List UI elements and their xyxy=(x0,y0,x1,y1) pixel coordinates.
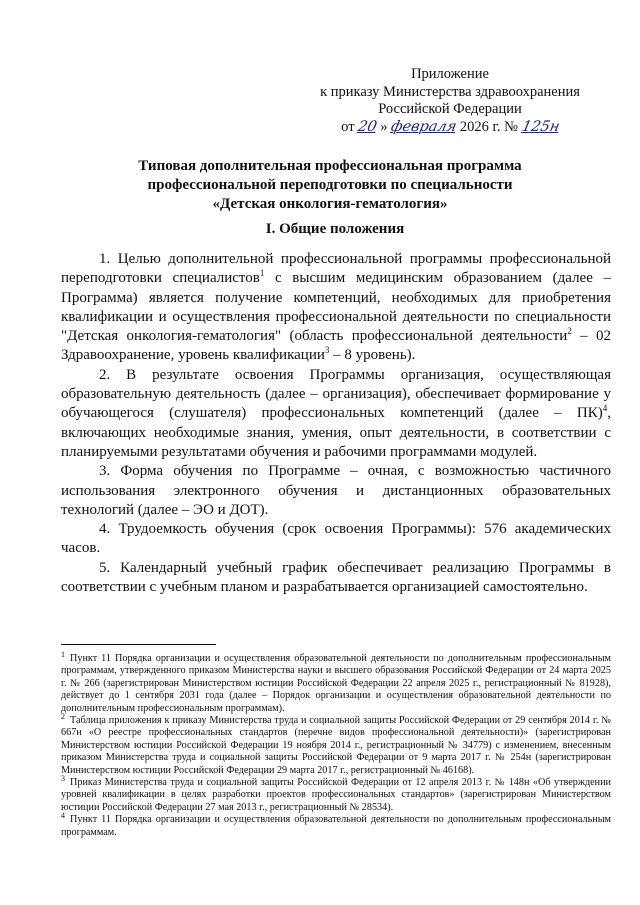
footnote-ref: 3 xyxy=(324,345,330,356)
handwritten-month: февраля xyxy=(389,118,459,135)
order-date-line: от 20 » февраля 2026 г. № 125н xyxy=(341,118,561,135)
footnote-2: $^2$ Таблица приложения к приказу Министерства труда и социальной защиты Российской Федерации от 29 сентября 2014 г. № 667н «О реестре профессиональных стандартов (перечне видов профессиональной деятельности)» (зарегистрирован Министерством юстиции Российской Федерации 19 ноября 2014 г., регистрационный № 34779) с изменением, внесенным приказом Министерства труда и социальной защиты Российской Федерации от 9 марта 2017 г. № 254н (зарегистрирован Министерством юстиции Российской Федерации 29 марта 2017 г., регистрационный № 46168). xyxy=(61,711,611,776)
footnote-ref: 1 xyxy=(259,268,265,279)
footnote-1: $^1$ Пункт 11 Порядка организации и осуществления образовательной деятельности по дополнительным профессиональным программам, утвержденного приказом Министерства науки и высшего образования Российской Федерации от 24 марта 2025 г. № 266 (зарегистрирован Министерством юстиции Российской Федерации 22 апреля 2025 г., регистрационный № 81928), действует до 1 сентября 2031 года (далее – Порядок организации и осуществления образовательной деятельности по дополнительным профессиональным программам). xyxy=(61,649,611,714)
paragraph-3: 3. Форма обучения по Программе – очная, с возможностью частичного использования электронного обучения и дистанционных образовательных технологий (далее – ЭО и ДОТ). xyxy=(61,463,611,518)
document-title xyxy=(80,157,580,214)
footnote-ref: 2 xyxy=(567,326,572,337)
ministry-country: Российской Федерации xyxy=(378,101,522,117)
footnotes xyxy=(61,649,611,839)
paragraph-2: 2. В результате освоения Программы организация, осуществляющая образовательную деятельность (далее – организация), обеспечивает формирование у обучающегося (слушателя) профессиональных компетенций (далее – ПК)$^4$, включающих необходимые знания, умения, опыт деятельности, в соответствии с планируемыми результатами обучения и рабочими программами модулей. xyxy=(61,366,611,460)
footnote-ref: 4 xyxy=(602,403,608,414)
title-line-2: профессиональной переподготовки по специальности xyxy=(147,177,513,193)
paragraph-4: 4. Трудоемкость обучения (срок освоения Программы): 576 академических часов. xyxy=(61,521,611,557)
title-line-1: Типовая дополнительная профессиональная программа xyxy=(138,158,522,174)
date-year: 2026 г. № xyxy=(459,118,518,135)
paragraph-5: 5. Календарный учебный график обеспечивает реализацию Программы в соответствии с учебным планом и разрабатывается организацией самостоятельно. xyxy=(61,559,611,596)
handwritten-day: 20 xyxy=(356,118,379,135)
title-line-3: «Детская онкология-гематология» xyxy=(212,196,448,212)
paragraph-1: 1. Целью дополнительной профессиональной программы профессиональной переподготовки специалистов$^1$ с высшим медицинским образованием (далее – Программа) является получение компетенций, необходимых для приобретения квалификации и осуществления профессиональной деятельности по специальности "Детская онкология-гематология" (область профессиональной деятельности$^2$ – 02 Здравоохранение, уровень квалификации$^3$ – 8 уровень). xyxy=(61,251,612,364)
footnote-3: $^3$ Приказ Министерства труда и социальной защиты Российской Федерации от 12 апреля 2013 г. № 148н «Об утверждении уровней квалификации в целях разработки проектов профессиональных стандартов» (зарегистрирован Министерством юстиции Российской Федерации 27 мая 2013 г., регистрационный № 28534). xyxy=(61,773,611,813)
section-heading: I. Общие положения xyxy=(265,221,405,237)
footnote-separator xyxy=(61,644,216,645)
annex-header xyxy=(300,66,600,136)
annex-label: Приложение xyxy=(411,66,489,82)
footnote-4: $^4$ Пункт 11 Порядка организации и осуществления образовательной деятельности по дополнительным профессиональным программам. xyxy=(61,810,611,838)
order-reference: к приказу Министерства здравоохранения xyxy=(320,83,580,100)
handwritten-order-number: 125н xyxy=(520,118,561,135)
date-prefix: от xyxy=(341,118,355,135)
document-body xyxy=(61,250,611,597)
